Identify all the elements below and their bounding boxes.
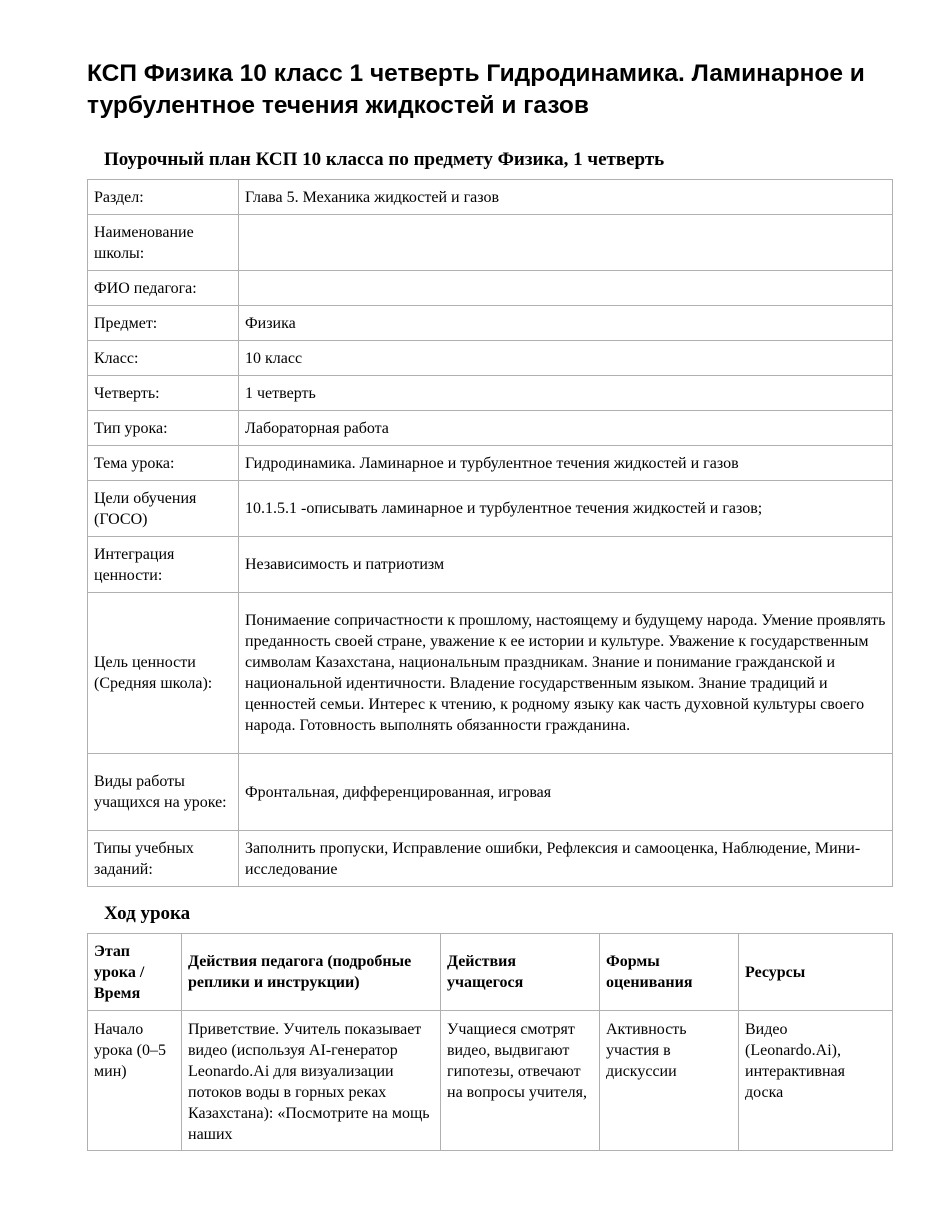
- info-heading: Поурочный план КСП 10 класса по предмету Физика, 1 четверть: [104, 149, 665, 170]
- info-key: Четверть:: [88, 376, 239, 411]
- info-key: Класс:: [88, 341, 239, 376]
- plan-header-row: [88, 934, 893, 1011]
- info-row-teacher: [88, 271, 893, 306]
- info-value: 1 четверть: [239, 376, 893, 411]
- info-value: Физика: [239, 306, 893, 341]
- info-key: Типы учебных заданий:: [88, 831, 239, 887]
- info-value: [239, 215, 893, 271]
- info-value: Глава 5. Механика жидкостей и газов: [239, 180, 893, 215]
- plan-header-student: Действия учащегося: [441, 934, 600, 1011]
- info-value: Гидродинамика. Ламинарное и турбулентное течения жидкостей и газов: [239, 446, 893, 481]
- info-value: 10 класс: [239, 341, 893, 376]
- plan-heading: Ход урока: [104, 903, 191, 924]
- info-row-subject: [88, 306, 893, 341]
- info-key: Цель ценности (Средняя школа):: [88, 593, 239, 754]
- info-row-values: [88, 537, 893, 593]
- plan-cell-student: Учащиеся смотрят видео, выдвигают гипотезы, отвечают на вопросы учителя,: [441, 1011, 600, 1151]
- plan-row: [88, 1011, 893, 1151]
- info-key: Цели обучения (ГОСО): [88, 481, 239, 537]
- info-value: Лабораторная работа: [239, 411, 893, 446]
- info-row-goals: [88, 481, 893, 537]
- info-row-value-goal: [88, 593, 893, 754]
- info-key: Предмет:: [88, 306, 239, 341]
- lesson-plan-table: [87, 933, 893, 1151]
- lesson-info-table: [87, 179, 893, 887]
- info-key: Виды работы учащихся на уроке:: [88, 754, 239, 831]
- info-row-school: [88, 215, 893, 271]
- info-row-task-types: [88, 831, 893, 887]
- info-row-section: [88, 180, 893, 215]
- info-key: Наименование школы:: [88, 215, 239, 271]
- info-value: Независимость и патриотизм: [239, 537, 893, 593]
- document-title: КСП Физика 10 класс 1 четверть Гидродинамика. Ламинарное и турбулентное течения жидкостей и газов: [87, 60, 865, 119]
- info-key: Тема урока:: [88, 446, 239, 481]
- info-key: Раздел:: [88, 180, 239, 215]
- info-value: 10.1.5.1 -описывать ламинарное и турбулентное течения жидкостей и газов;: [239, 481, 893, 537]
- plan-cell-assessment: Активность участия в дискуссии: [600, 1011, 739, 1151]
- info-row-class: [88, 341, 893, 376]
- plan-cell-resources: Видео (Leonardo.Ai), интерактивная доска: [739, 1011, 893, 1151]
- plan-header-resources: Ресурсы: [739, 934, 893, 1011]
- info-row-topic: [88, 446, 893, 481]
- info-value: Понимаение сопричастности к прошлому, настоящему и будущему народа. Умение проявлять преданность своей стране, уважение к ее истории и культуре. Уважение к государственным символам Казахстана, национальным праздникам. Знание и понимание гражданской и национальной идентичности. Владение государственным языком. Знание традиций и ценностей семьи. Интерес к чтению, к родному языку как часть духовной культуры своего народа. Готовность выполнять обязанности гражданина.: [239, 593, 893, 754]
- info-row-work-types: [88, 754, 893, 831]
- info-value: [239, 271, 893, 306]
- info-row-quarter: [88, 376, 893, 411]
- plan-header-assessment: Формы оценивания: [600, 934, 739, 1011]
- plan-header-teacher: Действия педагога (подробные реплики и инструкции): [182, 934, 441, 1011]
- plan-header-stage: Этап урока / Время: [88, 934, 182, 1011]
- info-key: Тип урока:: [88, 411, 239, 446]
- info-value: Фронтальная, дифференцированная, игровая: [239, 754, 893, 831]
- info-value: Заполнить пропуски, Исправление ошибки, Рефлексия и самооценка, Наблюдение, Мини-исследование: [239, 831, 893, 887]
- info-row-lesson-type: [88, 411, 893, 446]
- info-key: ФИО педагога:: [88, 271, 239, 306]
- plan-cell-stage: Начало урока (0–5 мин): [88, 1011, 182, 1151]
- info-key: Интеграция ценности:: [88, 537, 239, 593]
- plan-cell-teacher: Приветствие. Учитель показывает видео (используя AI-генератор Leonardo.Ai для визуализации потоков воды в горных реках Казахстана): «Посмотрите на мощь наших: [182, 1011, 441, 1151]
